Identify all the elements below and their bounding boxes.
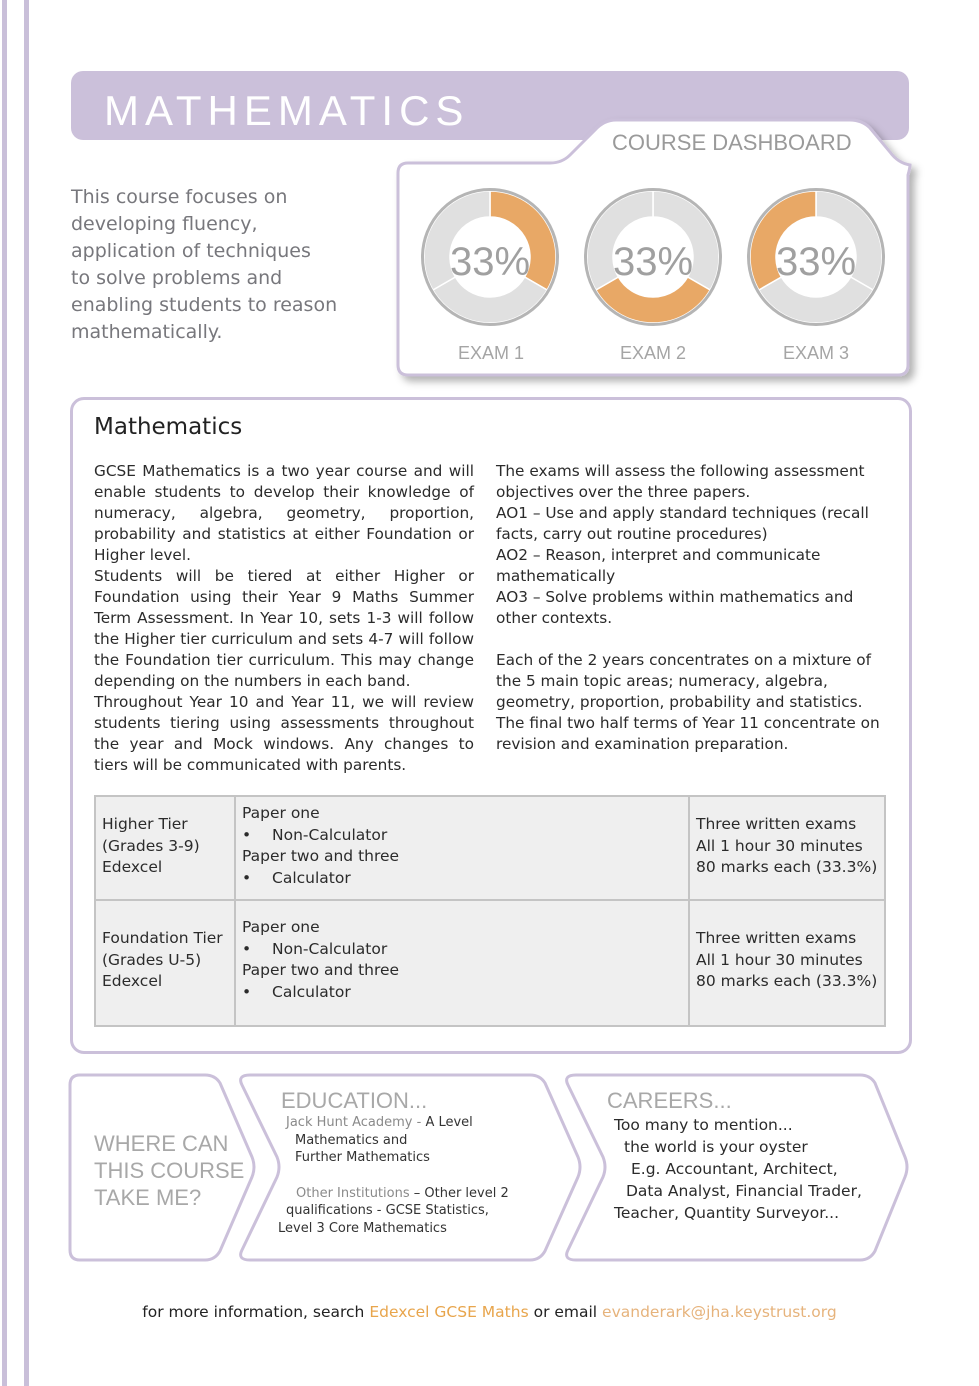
intro-line: enabling students to reason: [71, 294, 338, 316]
careers-details: [614, 1114, 862, 1224]
careers-heading: CAREERS...: [607, 1088, 732, 1113]
bullet-icon: •: [242, 982, 252, 1001]
assessment-intro: The exams will assess the following assessment objectives over the three papers.: [496, 462, 865, 501]
question-line: WHERE CAN: [94, 1131, 229, 1156]
education-line: Further Mathematics: [295, 1150, 430, 1165]
intro-line: developing fluency,: [71, 213, 258, 235]
exam-board: Edexcel: [102, 972, 163, 990]
footer-text: or email: [528, 1303, 603, 1321]
course-description-column: [94, 461, 474, 776]
tier-grades: (Grades 3-9): [102, 836, 200, 855]
exam-info: 80 marks each (33.3%): [696, 858, 878, 876]
intro-line: to solve problems and: [71, 267, 283, 289]
description-paragraph: GCSE Mathematics is a two year course and will enable students to develop their knowledge of numeracy, algebra, geometry, proportion, probability and statistics at either Foundation or Higher level.: [94, 462, 474, 564]
dashboard-title: COURSE DASHBOARD: [612, 130, 852, 155]
paper-label: Paper two and three: [242, 847, 400, 865]
paper-type: [242, 868, 682, 890]
exam-info: All 1 hour 30 minutes: [696, 836, 863, 855]
exam2-label: EXAM 2: [619, 343, 687, 363]
careers-line: Too many to mention...: [614, 1116, 793, 1134]
separator: –: [409, 1185, 425, 1201]
intro-line: application of techniques: [71, 240, 311, 262]
paper-type: [242, 825, 682, 847]
tier-cell: [95, 796, 235, 900]
tier-cell: [95, 900, 235, 1026]
education-line: Other level 2: [424, 1185, 509, 1201]
paper-type-text: Calculator: [272, 868, 351, 887]
exams-cell: [689, 796, 885, 900]
education-line: A Level: [425, 1115, 473, 1130]
exam-info: Three written exams: [696, 815, 857, 833]
education-line: Mathematics and: [295, 1132, 408, 1148]
course-intro: [71, 184, 371, 346]
paper-label: Paper one: [242, 918, 320, 936]
objective-ao3: AO3 – Solve problems within mathematics and other contexts.: [496, 588, 854, 627]
institution-name: Jack Hunt Academy: [286, 1115, 413, 1130]
papers-cell: [235, 900, 689, 1026]
paper-type: [242, 982, 682, 1004]
bullet-icon: •: [242, 939, 252, 958]
exam-info: All 1 hour 30 minutes: [696, 950, 863, 969]
exams-cell: [689, 900, 885, 1026]
intro-line: This course focuses on: [71, 186, 288, 208]
education-line: Level 3 Core Mathematics: [278, 1220, 447, 1236]
exam-info: Three written exams: [696, 929, 857, 947]
bullet-icon: •: [242, 825, 252, 844]
education-details: [276, 1114, 509, 1237]
question-line: THIS COURSE: [94, 1158, 245, 1183]
paper-type-text: Non-Calculator: [272, 939, 388, 958]
careers-line: Data Analyst, Financial Trader,: [626, 1182, 862, 1200]
card-title: Mathematics: [94, 414, 243, 440]
search-term-link[interactable]: Edexcel GCSE Maths: [369, 1303, 529, 1321]
exam3-label: EXAM 3: [782, 343, 850, 363]
bullet-icon: •: [242, 868, 252, 887]
tier-name: Higher Tier: [102, 815, 188, 833]
papers-cell: [235, 796, 689, 900]
tier-grades: (Grades U-5): [102, 950, 202, 969]
topic-areas-paragraph: Each of the 2 years concentrates on a mixture of the 5 main topic areas; numeracy, algebra, geometry, proportion, probability and statistics. The final two half terms of Year 11 concentrate on revision and examination preparation.: [496, 651, 880, 753]
exam-board: Edexcel: [102, 858, 163, 876]
exam3-percent: 33%: [775, 240, 857, 284]
footer-contact: [0, 1303, 979, 1321]
pathway-question: [94, 1130, 244, 1211]
separator: -: [412, 1115, 426, 1130]
objective-ao1: AO1 – Use and apply standard techniques (recall facts, carry out routine procedures): [496, 504, 869, 543]
education-line: qualifications - GCSE Statistics,: [286, 1203, 489, 1218]
exam-info: 80 marks each (33.3%): [696, 972, 878, 990]
education-heading: EDUCATION...: [281, 1088, 428, 1113]
institution-name: Other Institutions: [296, 1185, 410, 1201]
tier-table: [94, 795, 886, 1027]
paper-type-text: Non-Calculator: [272, 825, 388, 844]
assessment-objectives-column: [496, 461, 881, 755]
description-paragraph: Students will be tiered at either Higher or Foundation using their Year 9 Maths Summer Term Assessment. In Year 10, sets 1-3 will follow the Higher tier curriculum and sets 4-7 will follow the Foundation tier curriculum. This may change depending on the numbers in each band.: [94, 567, 474, 690]
intro-line: mathematically.: [71, 321, 223, 343]
email-link[interactable]: evanderark@jha.keystrust.org: [602, 1303, 837, 1321]
paper-type: [242, 939, 682, 961]
page-title: MATHEMATICS: [104, 87, 470, 134]
paper-label: Paper one: [242, 804, 320, 822]
question-line: TAKE ME?: [94, 1185, 202, 1210]
exam2-percent: 33%: [612, 240, 694, 284]
careers-line: E.g. Accountant, Architect,: [631, 1160, 838, 1178]
description-paragraph: Throughout Year 10 and Year 11, we will review students tiering using assessments throughout the year and Mock windows. Any changes to tiers will be communicated with parents.: [94, 693, 474, 774]
careers-line: the world is your oyster: [624, 1138, 808, 1156]
table-row: [95, 900, 885, 1026]
table-row: [95, 796, 885, 900]
objective-ao2: AO2 – Reason, interpret and communicate mathematically: [496, 546, 821, 585]
paper-type-text: Calculator: [272, 982, 351, 1001]
tier-name: Foundation Tier: [102, 929, 223, 947]
paper-label: Paper two and three: [242, 961, 400, 979]
footer-text: for more information, search: [142, 1303, 370, 1321]
careers-line: Teacher, Quantity Surveyor...: [614, 1204, 840, 1222]
exam1-label: EXAM 1: [457, 343, 525, 363]
exam1-percent: 33%: [449, 240, 531, 284]
